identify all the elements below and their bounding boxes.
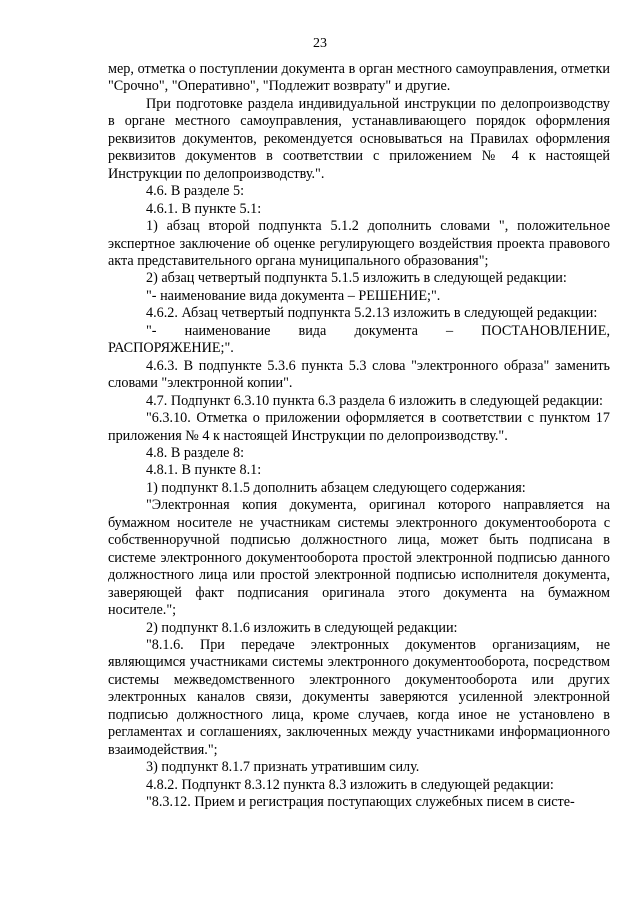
paragraph: "Электронная копия документа, оригинал которого направляется на бумажном носителе не участникам системы электронного документооборота с собственноручной подписью должностного лица, может быть подписана в системе электронного документооборота простой электронной подписью данного должностного лица или простой электронной подписью исполнителя документа, заверяющей факт подписания оригинала этого документа на бумажном носителе.";	[108, 497, 610, 619]
paragraph: 4.7. Подпункт 6.3.10 пункта 6.3 раздела 6 изложить в следующей редакции:	[146, 392, 603, 409]
paragraph: мер, отметка о поступлении документа в орган местного самоуправления, отметки "Срочно", "Оперативно", "Подлежит возврату" и другие.	[108, 61, 610, 95]
paragraph: "8.1.6. При передаче электронных документов организациям, не являющимся участниками системы электронного документооборота, посредством системы межведомственного электронного документооборота или других электронных каналов связи, документы заверяются усиленной электронной подписью должностного лица, кроме случаев, когда иное не установлено в регламентах и соглашениях, заключенных между участниками информационного взаимодействия.";	[108, 636, 610, 758]
paragraph: 1) абзац второй подпункта 5.1.2 дополнить словами ", положительное экспертное заключение об оценке регулирующего воздействия проекта правового акта представительного органа муниципального образования";	[108, 218, 610, 269]
paragraph: 4.6.2. Абзац четвертый подпункта 5.2.13 изложить в следующей редакции:	[146, 305, 598, 322]
paragraph: При подготовке раздела индивидуальной инструкции по делопроизводству в органе местного самоуправления, устанавливающего порядок оформления реквизитов документов, рекомендуется основываться на Правилах оформления реквизитов документов в соответствии с приложением № 4 к настоящей Инструкции по делопроизводству.".	[108, 95, 610, 182]
paragraph: "- наименование вида документа – ПОСТАНОВЛЕНИЕ, РАСПОРЯЖЕНИЕ;".	[108, 322, 610, 357]
paragraph: 4.8.2. Подпункт 8.3.12 пункта 8.3 изложить в следующей редакции:	[146, 776, 554, 793]
paragraph: "8.3.12. Прием и регистрация поступающих служебных писем в систе-	[146, 794, 575, 811]
paragraph: "6.3.10. Отметка о приложении оформляется в соответствии с пунктом 17 приложения № 4 к настоящей Инструкции по делопроизводству.".	[108, 410, 610, 444]
paragraph: 2) абзац четвертый подпункта 5.1.5 изложить в следующей редакции:	[146, 270, 567, 287]
paragraph: 4.8. В разделе 8:	[146, 444, 245, 461]
paragraph: 4.6.1. В пункте 5.1:	[146, 200, 262, 217]
paragraph: 2) подпункт 8.1.6 изложить в следующей редакции:	[146, 619, 458, 636]
paragraph: 4.6. В разделе 5:	[146, 183, 245, 200]
page-number: 23	[313, 36, 327, 51]
paragraph: 1) подпункт 8.1.5 дополнить абзацем следующего содержания:	[146, 479, 526, 496]
paragraph: 3) подпункт 8.1.7 признать утратившим силу.	[146, 759, 420, 776]
paragraph: "- наименование вида документа – РЕШЕНИЕ;".	[146, 287, 441, 304]
paragraph: 4.8.1. В пункте 8.1:	[146, 462, 262, 479]
document-body	[108, 61, 610, 811]
paragraph: 4.6.3. В подпункте 5.3.6 пункта 5.3 слова "электронного образа" заменить словами "электронной копии".	[108, 357, 610, 392]
